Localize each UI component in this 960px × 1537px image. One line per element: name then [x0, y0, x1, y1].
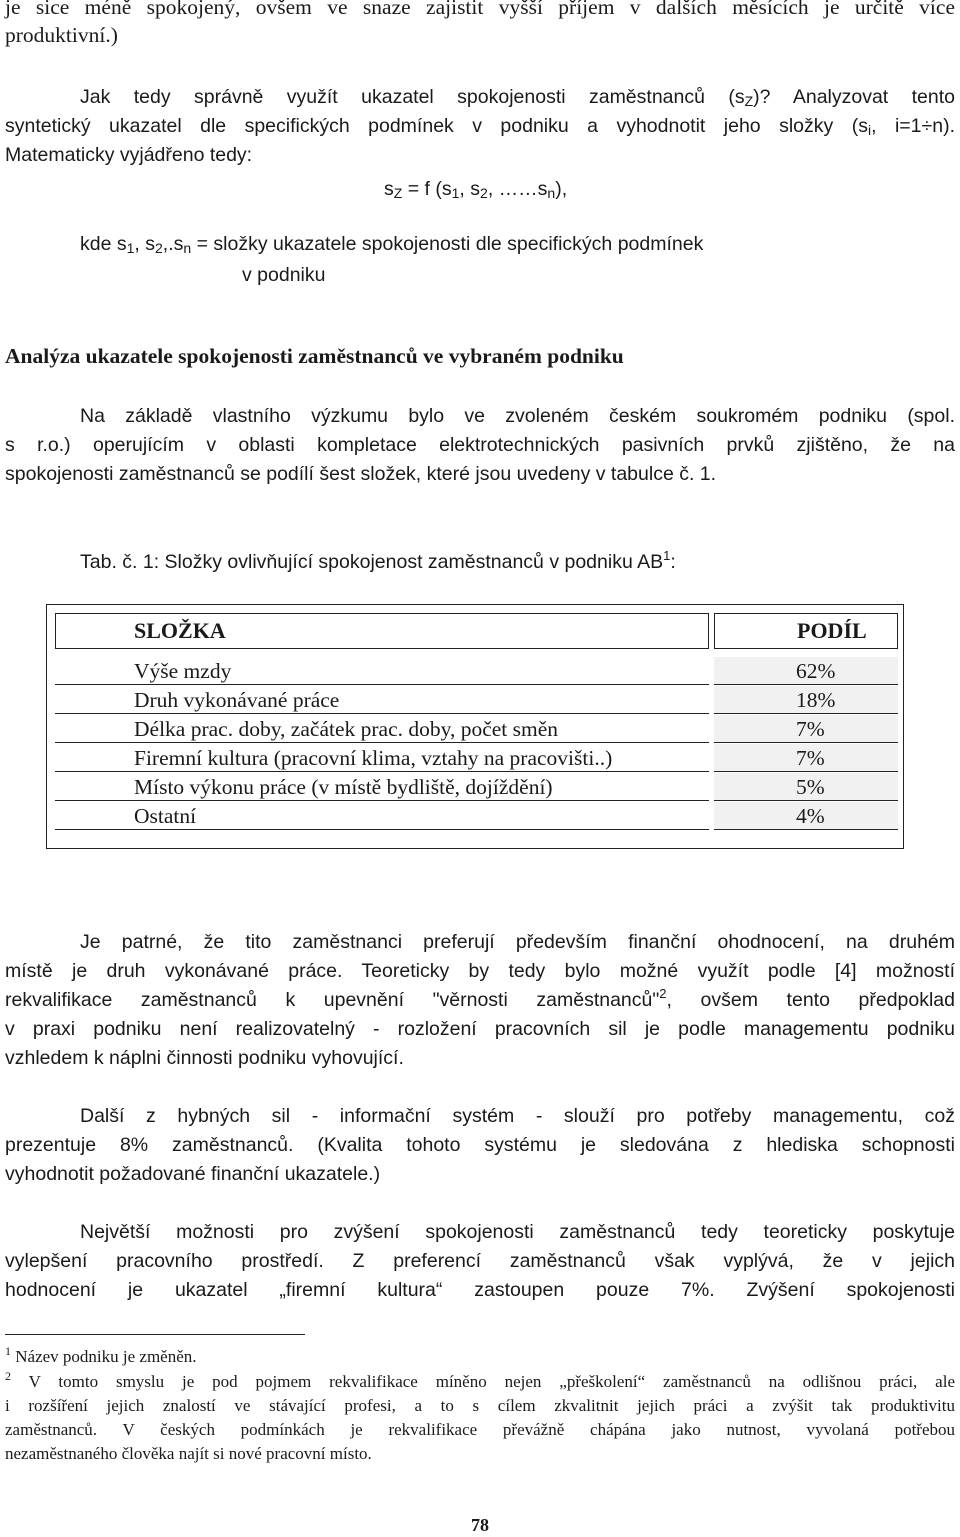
text-line: v praxi podniku není realizovatelný - rozložení pracovních sil je podle managementu podniku	[5, 1018, 955, 1040]
formula: $s_Z = f$ ($s_1$, $s_2$, $\dots\dots s_n$),	[384, 178, 568, 201]
text-line: Největší možnosti pro zvýšení spokojenosti zaměstnanců tedy teoreticky poskytuje	[80, 1221, 955, 1243]
table-row	[47, 657, 905, 687]
text-line: hodnocení je ukazatel „firemní kultura“ zastoupen pouze 7%. Zvýšení spokojenosti	[5, 1279, 955, 1301]
section-heading: Analýza ukazatele spokojenosti zaměstnanců ve vybraném podniku	[5, 344, 624, 368]
table-cell-value: 5%	[714, 773, 898, 801]
text-line: je sice méně spokojený, ovšem ve snaze zajistit vyšší příjem v dalších měsících je určitě více	[5, 0, 955, 19]
text-line: prezentuje 8% zaměstnanců. (Kvalita tohoto systému je sledována z hlediska schopnosti	[5, 1134, 955, 1156]
table-cell-label: Ostatní	[55, 802, 709, 830]
table-row	[47, 686, 905, 716]
table-row	[47, 715, 905, 745]
table-header-share: PODÍL	[714, 613, 898, 649]
footnote-line: i rozšíření jejich znalostí ve stávající profesi, a to s cílem zkvalitnit jejich práci a zvýšit tak produktivitu	[5, 1396, 955, 1415]
table-cell-value: 7%	[714, 744, 898, 772]
footnote-line: nezaměstnaného člověka najít si nové pracovní místo.	[5, 1444, 372, 1463]
text-line: Další z hybných sil - informační systém - slouží pro potřeby managementu, což	[80, 1105, 955, 1127]
text-line: Jak tedy správně využít ukazatel spokojenosti zaměstnanců $(s_Z)$? Analyzovat tento	[80, 86, 956, 109]
text-line: vyhodnotit požadované finanční ukazatele.)	[5, 1163, 381, 1185]
text-line: vzhledem k náplni činnosti podniku vyhovující.	[5, 1047, 404, 1069]
table-cell-label: Délka prac. doby, začátek prac. doby, počet směn	[55, 715, 709, 743]
table-header-component: SLOŽKA	[55, 613, 709, 649]
table-cell-value: 7%	[714, 715, 898, 743]
text-line: Matematicky vyjádřeno tedy:	[5, 144, 253, 166]
table-cell-value: 62%	[714, 657, 898, 685]
text-line: Je patrné, že tito zaměstnanci preferují především finanční ohodnocení, na druhém	[80, 931, 955, 953]
text-line: produktivní.)	[5, 23, 118, 47]
table-row	[47, 802, 905, 832]
text-line: vylepšení pracovního prostředí. Z preferencí zaměstnanců však vyplývá, že v jejich	[5, 1250, 955, 1272]
text-line: syntetický ukazatel dle specifických podmínek v podniku a vyhodnotit jeho složky ($s_i$, i=1÷n).	[5, 115, 955, 138]
table-caption: Tab. č. 1: Složky ovlivňující spokojenost zaměstnanců v podniku $AB^1$:	[80, 548, 676, 573]
components-table	[46, 604, 904, 849]
table-cell-value: 18%	[714, 686, 898, 714]
table-cell-label: Místo výkonu práce (v místě bydliště, dojíždění)	[55, 773, 709, 801]
footnote-line: zaměstnanců. V českých podmínkách je rekvalifikace převážně chápána jako nutnost, vyvolaná potřebou	[5, 1420, 955, 1439]
text-line: místě je druh vykonávané práce. Teoreticky by tedy bylo možné využít podle [4] možností	[5, 960, 955, 982]
table-cell-label: Výše mzdy	[55, 657, 709, 685]
table-cell-value: 4%	[714, 802, 898, 830]
text-line: Na základě vlastního výzkumu bylo ve zvoleném českém soukromém podniku (spol.	[80, 405, 955, 427]
table-cell-label: Firemní kultura (pracovní klima, vztahy na pracovišti..)	[55, 744, 709, 772]
footnote-divider	[5, 1334, 305, 1335]
table-row	[47, 744, 905, 774]
table-cell-label: Druh vykonávané práce	[55, 686, 709, 714]
text-line: s r.o.) operujícím v oblasti kompletace elektrotechnických pasivních prvků zjištěno, že na	[5, 434, 955, 456]
footnote-2: $^2$ V tomto smyslu je pod pojmem rekvalifikace míněno nejen „přeškolení“ zaměstnanců na odlišnou práci, ale	[5, 1369, 955, 1391]
formula-definition: kde $s_1$, $s_2,.s_n$ = složky ukazatele spokojenosti dle specifických podmínek	[80, 233, 704, 256]
page-number: 78	[471, 1515, 489, 1535]
text-line: spokojenosti zaměstnanců se podílí šest složek, které jsou uvedeny v tabulce č. 1.	[5, 463, 717, 485]
footnote-1: $^1$ Název podniku je změněn.	[5, 1344, 197, 1366]
text-line: rekvalifikace zaměstnanců k upevnění "věrnosti zaměstnanců"$^2$, ovšem tento předpoklad	[5, 986, 956, 1011]
text-line: v podniku	[242, 264, 326, 286]
table-row	[47, 773, 905, 803]
